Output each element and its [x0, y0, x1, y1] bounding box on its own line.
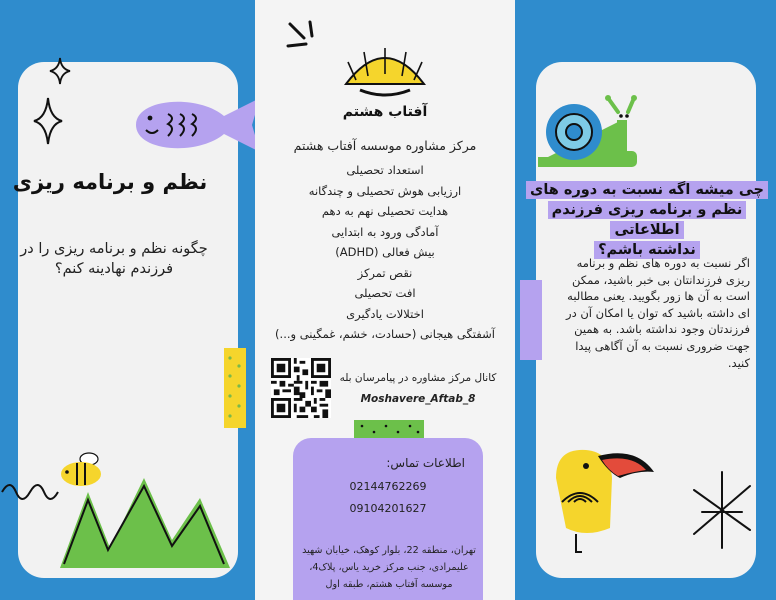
list-item: ارزیابی هوش تحصیلی و چندگانه	[308, 183, 462, 198]
channel-id[interactable]: Moshavere_Aftab_8	[360, 393, 476, 405]
list-item: استعداد تحصیلی	[346, 163, 424, 177]
bird-icon	[546, 448, 656, 558]
sparkle-lines-icon	[286, 20, 320, 60]
list-item: افت تحصیلی	[354, 286, 416, 300]
list-item: بیش فعالی (ADHD)	[335, 245, 435, 259]
service-list	[255, 160, 515, 345]
grass-icon	[60, 478, 230, 568]
contact-box	[293, 438, 483, 600]
right-paragraph: اگر نسبت به دوره های نظم و برنامه ریزی فرزندانتان بی خبر باشید، ممکن است به آن ها زور بگویید. یعنی مطالبه ای داشته باشید که توان یا امکان آن در فرزندتان وجود نداشته باشد. به همین جهت ضروری نسبت به آن آگاهی پیدا کنید.	[566, 256, 750, 370]
squiggle-icon	[0, 478, 60, 506]
tape-strip	[224, 348, 246, 428]
sparkle-icon	[34, 98, 62, 144]
list-item: هدایت تحصیلی نهم به دهم	[321, 204, 449, 218]
address: تهران، منطقه 22، بلوار کوهک، خیابان شهید علیمرادی، جنب مرکز خرید یاس، پلاک4، موسسه آفتاب هشتم، طبقه اول	[302, 545, 476, 590]
qr-code-icon[interactable]	[271, 358, 331, 418]
channel-text: کانال مرکز مشاوره در پیامرسان بله	[339, 372, 497, 384]
logo-icon	[340, 40, 430, 120]
center-name: مرکز مشاوره موسسه آفتاب هشتم	[293, 138, 477, 153]
list-item: آمادگی ورود به ابتدایی	[331, 224, 439, 239]
phone-number[interactable]: 02144762269	[349, 480, 427, 493]
starburst-icon	[688, 470, 756, 550]
logo-text: آفتاب هشتم	[342, 104, 428, 120]
right-question	[524, 180, 770, 260]
question-line: چی میشه اگه نسبت به دوره های	[526, 181, 768, 199]
snail-icon	[536, 98, 636, 170]
phone-number[interactable]: 09104201627	[349, 502, 427, 515]
left-title: نظم و برنامه ریزی	[12, 170, 208, 194]
list-item: نقص تمرکز	[357, 265, 413, 280]
question-line: نداشته باشم؟	[594, 241, 700, 259]
list-item: اختلالات یادگیری	[346, 306, 424, 321]
left-question: چگونه نظم و برنامه ریزی را در فرزندم نهادینه کنم؟	[20, 241, 208, 277]
tape-strip	[354, 420, 424, 438]
tape-strip	[520, 280, 542, 360]
contact-title: اطلاعات تماس:	[386, 456, 465, 470]
fish-icon	[128, 90, 268, 160]
list-item: آشفتگی هیجانی (حسادت، خشم، غمگینی و...)	[275, 327, 495, 341]
sparkle-icon	[50, 58, 70, 84]
question-line: نظم و برنامه ریزی فرزندم اطلاعاتی	[548, 201, 747, 239]
